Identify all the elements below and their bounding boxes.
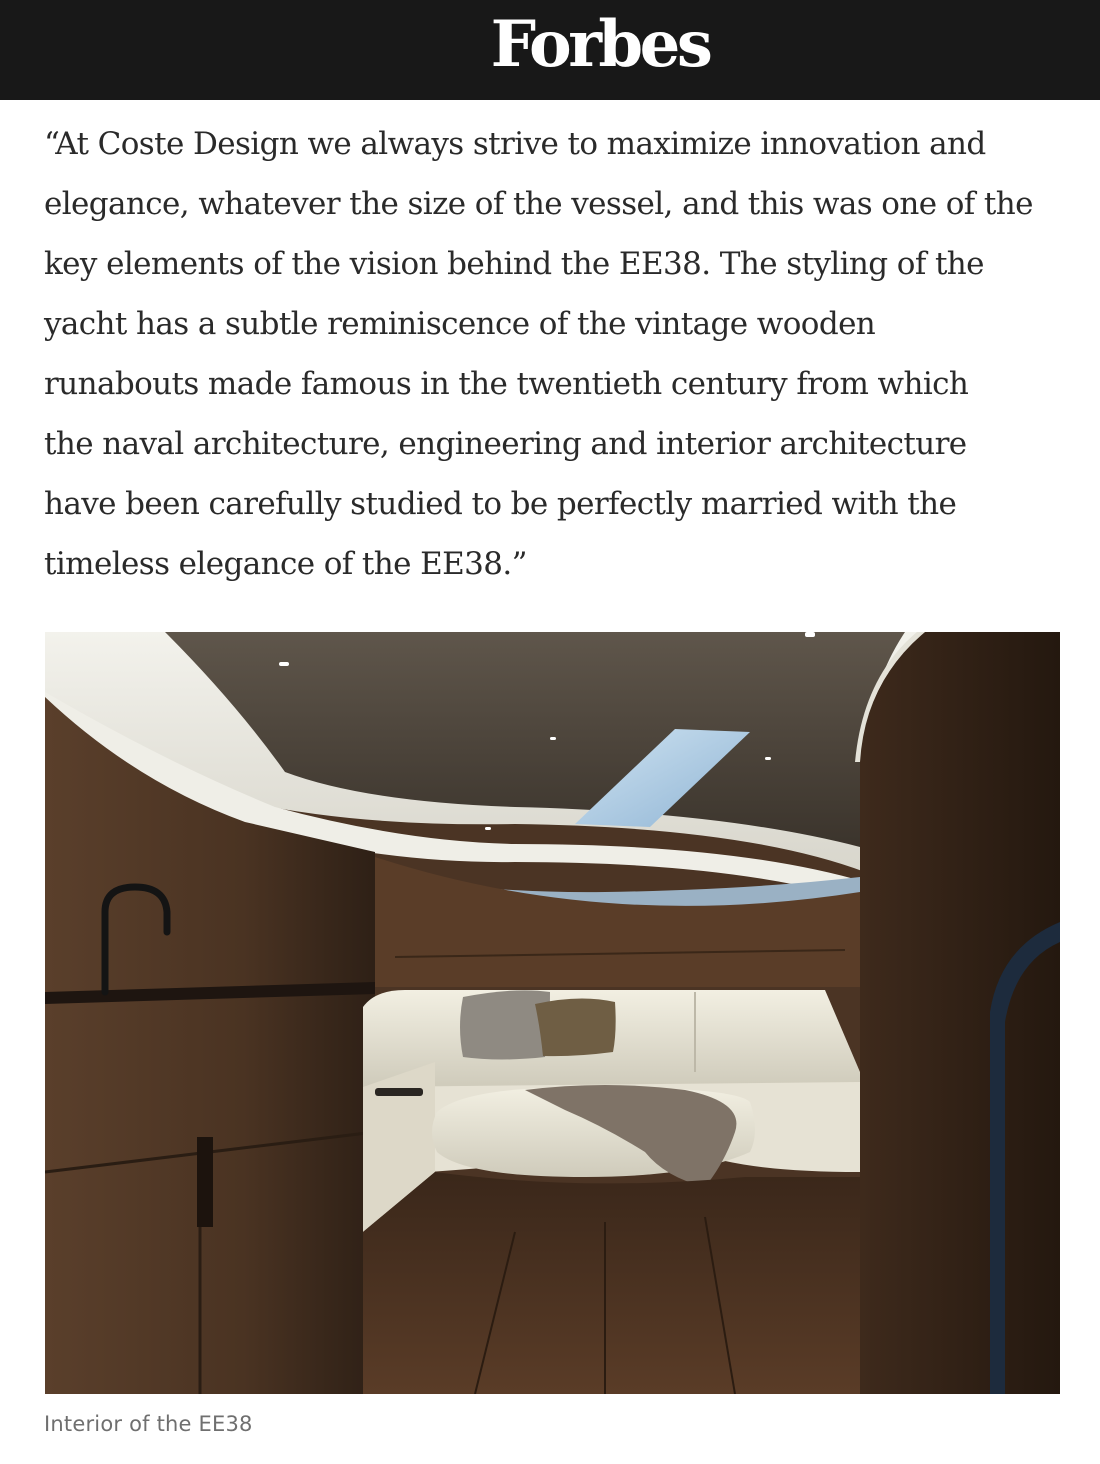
quote-line: have been carefully studied to be perfectly married with the — [44, 486, 957, 522]
quote-line: key elements of the vision behind the EE38. The styling of the — [44, 246, 984, 282]
image-caption: Interior of the EE38 — [44, 1412, 253, 1436]
quote-line: the naval architecture, engineering and interior architecture — [44, 426, 967, 462]
quote-line: “At Coste Design we always strive to maximize innovation and — [44, 126, 986, 162]
quote-line: runabouts made famous in the twentieth century from which — [44, 366, 969, 402]
quote-line: timeless elegance of the EE38.” — [44, 546, 527, 582]
quote-line: elegance, whatever the size of the vessel, and this was one of the — [44, 186, 1033, 222]
article-quote — [44, 114, 1074, 594]
quote-line: yacht has a subtle reminiscence of the vintage wooden — [44, 306, 876, 342]
site-header — [0, 0, 1100, 100]
article-image[interactable] — [45, 632, 1060, 1394]
forbes-logo[interactable]: Forbes — [490, 7, 710, 82]
